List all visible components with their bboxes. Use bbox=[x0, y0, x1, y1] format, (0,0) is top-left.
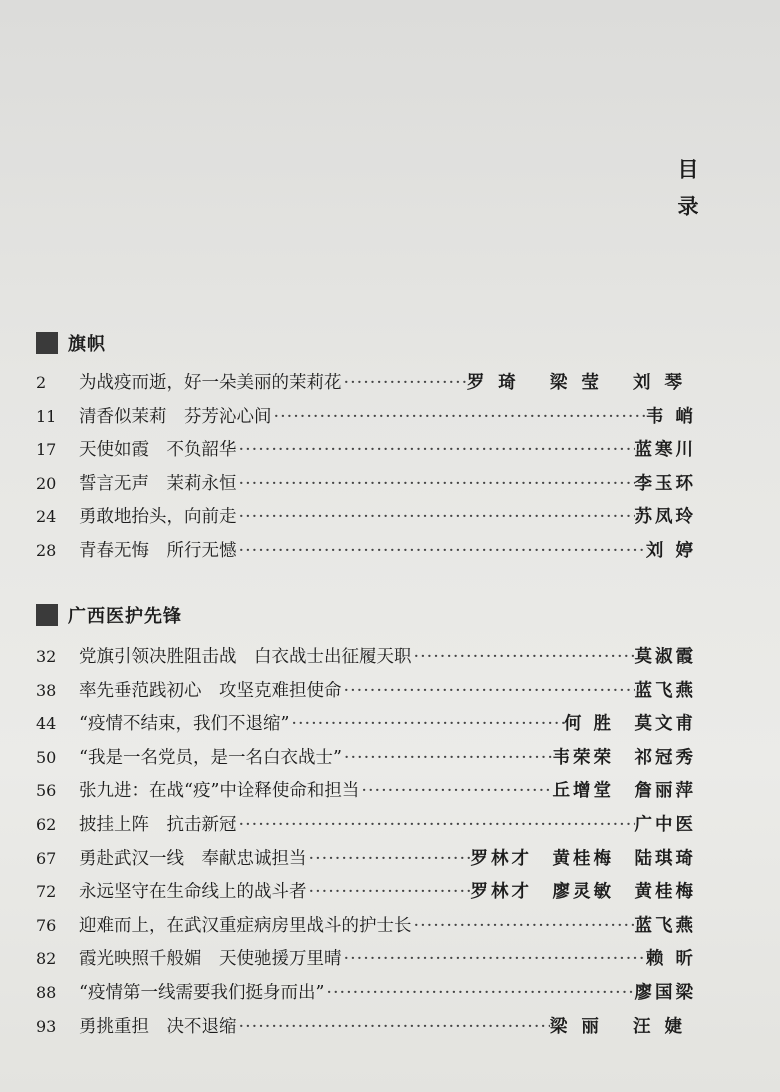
toc-entry-title: 迎难而上，在武汉重症病房里战斗的护士长 bbox=[79, 915, 412, 936]
toc-entry[interactable] bbox=[36, 400, 696, 434]
toc-entry[interactable] bbox=[36, 366, 696, 400]
toc-list bbox=[36, 640, 696, 1043]
toc-entry-author: 李玉环 bbox=[634, 473, 696, 494]
toc-entry[interactable] bbox=[36, 1010, 696, 1044]
leader-dots bbox=[307, 843, 471, 877]
toc-page-number: 44 bbox=[36, 714, 57, 734]
toc-entry-title: 霞光映照千般媚 天使驰援万里晴 bbox=[79, 949, 342, 970]
toc-entry[interactable] bbox=[36, 741, 696, 775]
leader-dots bbox=[237, 434, 635, 468]
toc-page-number: 2 bbox=[36, 373, 47, 392]
leader-dots bbox=[324, 977, 634, 1011]
toc-entry[interactable] bbox=[36, 433, 696, 467]
toc-entry-author: 韦 峭 bbox=[645, 406, 696, 427]
leader-dots bbox=[289, 708, 564, 742]
toc-entry-author: 廖国梁 bbox=[634, 982, 696, 1003]
toc-entry-title: “我是一名党员，是一名白衣战士” bbox=[79, 747, 342, 768]
toc-entry[interactable] bbox=[36, 774, 696, 808]
section-header bbox=[36, 600, 696, 630]
toc-page-number: 88 bbox=[36, 982, 57, 1002]
toc-entry-title: 披挂上阵 抗击新冠 bbox=[79, 814, 237, 835]
toc-entry-author: 蓝飞燕 bbox=[634, 680, 696, 701]
toc-entry-title: “疫情第一线需要我们挺身而出” bbox=[79, 982, 325, 1003]
toc-entry-title: 为战疫而逝，好一朵美丽的茉莉花 bbox=[79, 373, 342, 393]
toc-entry-author: 蓝寒川 bbox=[634, 440, 696, 461]
toc-entry-title: 青春无悔 所行无憾 bbox=[79, 540, 237, 561]
toc-entry-author: 罗林才 廖灵敏 黄桂梅 bbox=[470, 882, 696, 903]
toc-entry[interactable] bbox=[36, 707, 696, 741]
toc-entry-author: 罗林才 黄桂梅 陆琪琦 bbox=[470, 848, 696, 869]
leader-dots bbox=[359, 775, 552, 809]
toc-page-number: 20 bbox=[36, 473, 57, 493]
leader-dots bbox=[342, 742, 553, 776]
leader-dots bbox=[342, 367, 467, 401]
toc-entry-author: 罗琦 梁莹 刘琴 bbox=[466, 373, 696, 393]
section-title: 旗帜 bbox=[68, 334, 106, 355]
leader-dots bbox=[412, 910, 635, 944]
section-header bbox=[36, 328, 696, 358]
leader-dots bbox=[272, 401, 646, 435]
section-title: 广西医护先锋 bbox=[68, 606, 182, 627]
toc-entry-title: 誓言无声 茉莉永恒 bbox=[79, 473, 237, 494]
toc-entry[interactable] bbox=[36, 500, 696, 534]
toc-entry-title: 天使如霞 不负韶华 bbox=[79, 440, 237, 461]
toc-entry-author: 赖 昕 bbox=[645, 949, 696, 970]
toc-entry-author: 莫淑霞 bbox=[634, 647, 696, 667]
toc-entry[interactable] bbox=[36, 909, 696, 943]
toc-entry[interactable] bbox=[36, 942, 696, 976]
toc-entry-title: 党旗引领决胜阻击战 白衣战士出征履天职 bbox=[79, 647, 412, 667]
leader-dots bbox=[307, 876, 471, 910]
toc-entry-title: 勇敢地抬头，向前走 bbox=[79, 507, 237, 528]
toc-page-number: 11 bbox=[36, 406, 57, 426]
toc-entry-author: 梁丽 汪婕 bbox=[549, 1016, 696, 1037]
toc-page-number: 76 bbox=[36, 915, 57, 935]
toc-entry-author: 何 胜 莫文甫 bbox=[563, 714, 696, 735]
toc-entry-title: 勇赴武汉一线 奉献忠诚担当 bbox=[79, 848, 307, 869]
toc-list bbox=[36, 366, 696, 568]
toc-page-number: 56 bbox=[36, 781, 57, 801]
toc-entry[interactable] bbox=[36, 640, 696, 674]
toc-entry-title: 清香似茉莉 芬芳沁心间 bbox=[79, 406, 272, 427]
toc-page-number: 38 bbox=[36, 680, 57, 700]
toc-page-number: 72 bbox=[36, 882, 57, 902]
toc-entry-author: 刘 婷 bbox=[645, 540, 696, 561]
leader-dots bbox=[237, 535, 646, 569]
toc-page-number: 17 bbox=[36, 440, 57, 460]
toc-entry-author: 韦荣荣 祁冠秀 bbox=[552, 747, 696, 768]
toc-page-number: 93 bbox=[36, 1016, 57, 1036]
toc-entry[interactable] bbox=[36, 842, 696, 876]
toc-entry-title: 张九进：在战“疫”中诠释使命和担当 bbox=[79, 781, 360, 802]
toc-page-number: 28 bbox=[36, 540, 57, 560]
section-medical-pioneers bbox=[36, 600, 696, 1043]
toc-page-number: 62 bbox=[36, 814, 57, 834]
toc-entry-title: “疫情不结束，我们不退缩” bbox=[79, 714, 290, 735]
toc-entry[interactable] bbox=[36, 875, 696, 909]
leader-dots bbox=[237, 809, 635, 843]
toc-entry-title: 永远坚守在生命线上的战斗者 bbox=[79, 882, 307, 903]
page-title: 目录 bbox=[675, 158, 699, 232]
toc-entry[interactable] bbox=[36, 808, 696, 842]
toc-page-number: 82 bbox=[36, 949, 57, 969]
toc-entry[interactable] bbox=[36, 534, 696, 568]
leader-dots bbox=[342, 943, 646, 977]
leader-dots bbox=[412, 641, 635, 675]
toc-entry-title: 率先垂范践初心 攻坚克难担使命 bbox=[79, 680, 342, 701]
leader-dots bbox=[342, 675, 635, 709]
toc-page-number: 50 bbox=[36, 747, 57, 767]
toc-entry-author: 苏凤玲 bbox=[634, 507, 696, 528]
toc-entry-title: 勇挑重担 决不退缩 bbox=[79, 1016, 237, 1037]
toc-entry-author: 丘增堂 詹丽萍 bbox=[552, 781, 696, 802]
section-flag bbox=[36, 328, 696, 568]
toc-entry[interactable] bbox=[36, 976, 696, 1010]
section-marker-icon bbox=[36, 332, 58, 354]
leader-dots bbox=[237, 501, 635, 535]
toc-page-number: 24 bbox=[36, 507, 57, 527]
leader-dots bbox=[237, 468, 635, 502]
toc-page-number: 32 bbox=[36, 647, 57, 666]
leader-dots bbox=[237, 1011, 550, 1045]
toc-entry[interactable] bbox=[36, 674, 696, 708]
toc-entry-author: 广中医 bbox=[634, 814, 696, 835]
toc-entry[interactable] bbox=[36, 467, 696, 501]
section-marker-icon bbox=[36, 604, 58, 626]
toc-page-number: 67 bbox=[36, 848, 57, 868]
toc-entry-author: 蓝飞燕 bbox=[634, 915, 696, 936]
